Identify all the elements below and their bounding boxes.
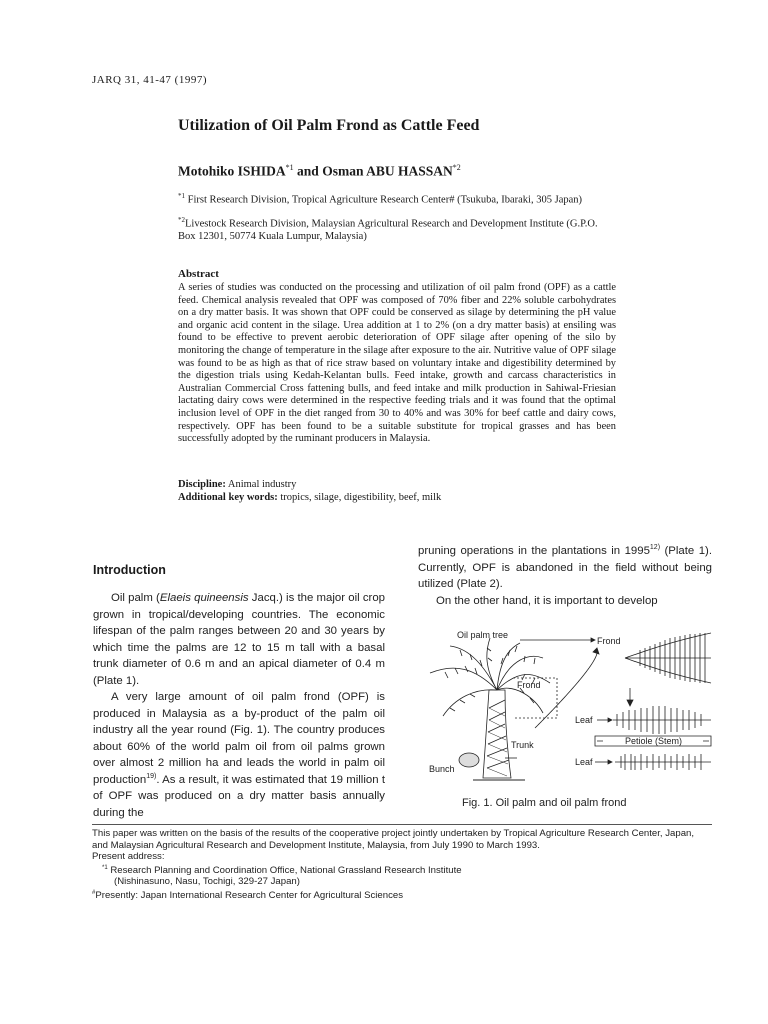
abstract-heading: Abstract bbox=[178, 268, 219, 280]
author-line bbox=[178, 163, 461, 180]
discipline-value: Animal industry bbox=[227, 479, 297, 490]
author-1-mark: *1 bbox=[285, 163, 294, 172]
affiliation-2-mark: *2 bbox=[178, 216, 185, 224]
intro-p1-start: Oil palm ( bbox=[111, 592, 160, 604]
author-2: Osman ABU HASSAN bbox=[322, 163, 453, 179]
label-trunk: Trunk bbox=[511, 740, 534, 750]
intro-p2-start: A very large amount of oil palm frond (OPF) is produced in Malaysia as a by-product of the palm oil industry all the year round (Fig. 1). The country produces about 60% of the world palm oil from oil palms grown over almost 2 million ha and leads the world in palm oil production bbox=[93, 691, 385, 786]
footnotes bbox=[92, 828, 712, 901]
intro-paragraph-2-cont bbox=[418, 543, 712, 593]
label-petiole: Petiole (Stem) bbox=[625, 736, 683, 746]
reference-mark: 12) bbox=[649, 544, 661, 552]
abstract-text: A series of studies was conducted on the processing and utilization of oil palm frond (OPF) as a cattle feed. Chemical analysis revealed that OPF was composed of 70% fiber and 22% soluble carbohydrates on a dry matter basis. It was shown that OPF could be conserved as silage by determining the pH value and organic acid content in the silage. Urea addition at 1 to 2% (on a dry matter basis) at ensiling was found to be effective to prevent aerobic deterioration of OPF silage after opening of the silo by monitoring the change of temperature in the silage after exposure to the air. Nutritive value of OPF silage was found to be as high as that of rice straw based on voluntary intake and digestibility determined by the digestion trials using Kedah-Kelantan bulls. Feed intake, growth and carcass characteristics in Australian Commercial Cross fattening bulls, and feed intake and milk production in Sahiwal-Friesian lactating dairy cows were determined in the respective feeding trials and it was found that the optimal inclusion level of OPF in the diet ranged from 30 to 40% and was 30% for beef cattle and dairy cows, respectively. OPF has been found to be a suitable substitute for tropical grasses and has been successfully adopted by the ruminant producers in Malaysia. bbox=[178, 282, 617, 445]
reference-mark: 19) bbox=[146, 772, 157, 780]
footnote-address-1 bbox=[92, 863, 712, 877]
figure-oil-palm bbox=[425, 628, 715, 788]
frond-diagram bbox=[505, 633, 711, 770]
author-1: Motohiko ISHIDA bbox=[178, 163, 286, 179]
species-name: Elaeis quineensis bbox=[159, 592, 249, 604]
affiliation-2 bbox=[178, 214, 608, 244]
footnote-presently bbox=[92, 888, 712, 902]
footnote-project: This paper was written on the basis of the results of the cooperative project jointly undertaken by Tropical Agriculture Research Center, Japan, and Malaysian Agricultural Research and Development Institute, Malaysia, from July 1990 to March 1993. bbox=[92, 828, 695, 851]
intro-p2-cont-end: (Plate 1). Currently, OPF is abandoned in the field without being utilized (Plate 2). bbox=[418, 545, 712, 590]
label-frond-mid: Frond bbox=[517, 680, 541, 690]
label-bunch: Bunch bbox=[429, 764, 455, 774]
affiliation-1-text: First Research Division, Tropical Agriculture Research Center# (Tsukuba, Ibaraki, 305 Japan) bbox=[187, 194, 583, 206]
keywords-value: tropics, silage, digestibility, beef, milk bbox=[280, 492, 442, 503]
footnote-present-label: Present address: bbox=[92, 851, 165, 862]
discipline-line bbox=[178, 479, 296, 492]
intro-p2-cont-start: pruning operations in the plantations in 1995 bbox=[418, 545, 650, 557]
intro-paragraph-2 bbox=[93, 689, 385, 821]
column-right bbox=[418, 543, 712, 609]
label-leaf-1: Leaf bbox=[575, 715, 593, 725]
footnote-address-1-cont: (Nishinasuno, Nasu, Tochigi, 329-27 Japan) bbox=[114, 876, 300, 888]
author-2-mark: *2 bbox=[452, 163, 461, 172]
journal-citation: JARQ 31, 41-47 (1997) bbox=[92, 74, 207, 86]
introduction-heading: Introduction bbox=[93, 563, 166, 577]
palm-tree-drawing bbox=[430, 638, 557, 780]
affiliation-1-mark: *1 bbox=[178, 192, 185, 200]
discipline-label: Discipline: bbox=[178, 479, 226, 490]
affiliation-2-text: Livestock Research Division, Malaysian Agricultural Research and Development Institute (G.P.O. Box 12301, 50774 Kuala Lumpur, Malaysia) bbox=[178, 218, 598, 242]
footnote-address-1-text: Research Planning and Coordination Office, National Grassland Research Institute bbox=[110, 864, 462, 876]
affiliation-1 bbox=[178, 190, 608, 207]
keywords-label: Additional key words: bbox=[178, 492, 278, 503]
label-leaf-2: Leaf bbox=[575, 757, 593, 767]
paper-title: Utilization of Oil Palm Frond as Cattle Feed bbox=[178, 117, 480, 134]
keywords-line bbox=[178, 492, 441, 505]
footnote-divider bbox=[92, 824, 712, 825]
footnote-mark: *1 bbox=[102, 864, 108, 871]
footnote-mark: # bbox=[92, 889, 96, 896]
intro-p2-end: . As a result, it was estimated that 19 million t of OPF was produced on a dry matter basis annually during the bbox=[93, 773, 385, 819]
intro-paragraph-3: On the other hand, it is important to develop bbox=[436, 594, 658, 607]
author-conjunction: and bbox=[293, 163, 323, 179]
column-left bbox=[93, 590, 385, 821]
label-frond-top: Frond bbox=[597, 636, 621, 646]
intro-p1-end: Jacq.) is the major oil crop grown in tropical/developing countries. The economic lifespan of the palm ranges between 20 and 30 years by which time the palms are 12 to 15 m tall with a basal trunk diameter of 0.6 m and an apical diameter of 0.4 m (Plate 1). bbox=[93, 592, 386, 687]
intro-paragraph-1 bbox=[93, 590, 385, 689]
label-oil-palm-tree: Oil palm tree bbox=[457, 630, 509, 640]
footnote-presently-text: Presently: Japan International Research Center for Agricultural Sciences bbox=[95, 889, 404, 901]
figure-caption: Fig. 1. Oil palm and oil palm frond bbox=[462, 797, 627, 809]
